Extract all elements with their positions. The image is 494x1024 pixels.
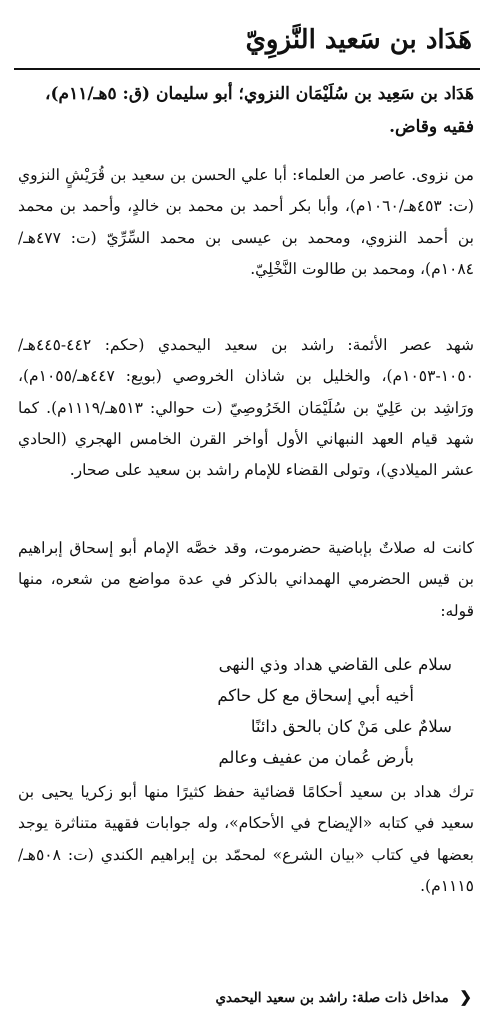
paragraph-hadramawt: كانت له صلاتٌ بإباضية حضرموت، وقد خصَّه الإمام أبو إسحاق إبراهيم بن قيس الحضرمي الهمداني بالذكر في عدة مواضع من شعره، منها قوله: [18, 539, 474, 620]
related-label: مداخل ذات صلة: [352, 990, 449, 1006]
poem-line: أخيه أبي إسحاق مع كل حاكم [217, 686, 414, 705]
poem-line: سلامٌ على مَنْ كان بالحق دائنًا [250, 717, 452, 736]
paragraph-legacy: ترك هداد بن سعيد أحكامًا قضائية حفظ كثيرًا منها أبو زكريا يحيى بن سعيد في كتابه «الإيضاح في الأحكام»، وله جوابات فقهية متناثرة يوجد بعضها في كتاب «بيان الشرع» لمحمّد بن إبراهيم الكندي (ت: ٥٠٨هـ/١١١٥م). [18, 783, 474, 895]
related-entries[interactable] [22, 986, 472, 1009]
paragraph-imams-era: شهد عصر الأئمة: راشد بن سعيد اليحمدي (حكم: ٤٤٢-٤٤٥هـ/ ١٠٥٠-١٠٥٣م)، والخليل بن شاذان الخروصي (بويع: ٤٤٧هـ/١٠٥٥م)، ورَاشِد بن عَلِيّ بن سُلَيْمَان الخَرُوصِيّ (ت حوالي: ٥١٣هـ/١١١٩م). كما شهد قيام العهد النبهاني الأول أواخر القرن الخامس الهجري (الحادي عشر الميلادي)، وتولى القضاء للإمام راشد بن سعيد على صحار. [18, 336, 475, 480]
entry-lead: هَدَاد بن سَعِيد بن سُلَيْمَان النزوي؛ أبو سليمان (ق: ٥هـ/١١م)، فقيه وقاض. [45, 84, 474, 137]
poem-line: سلام على القاضي هداد وذي النهى [218, 655, 452, 674]
related-value[interactable]: راشد بن سعيد اليحمدي [215, 990, 348, 1006]
entry-title: هَدَاد بن سَعيد النَّزوِيّ [245, 25, 472, 55]
paragraph-contemporaries: من نزوى. عاصر من العلماء: أبا علي الحسن بن سعيد بن قُرَيْشٍ النزوي (ت: ٤٥٣هـ/١٠٦٠م)، وأبا بكر أحمد بن محمد بن خالدٍ، وأحمد بن محمد بن أحمد النزوي، ومحمد بن عيسى بن محمد السِّرِّيّ (ت: ٤٧٧هـ/١٠٨٤م)، ومحمد بن طالوت النَّخْلِيّ. [18, 166, 474, 278]
chevron-icon: ❮ [459, 988, 472, 1006]
title-divider [14, 68, 480, 70]
poem-line: بأرض عُمان من عفيف وعالم [218, 748, 414, 767]
encyclopedia-page [14, 0, 480, 1024]
